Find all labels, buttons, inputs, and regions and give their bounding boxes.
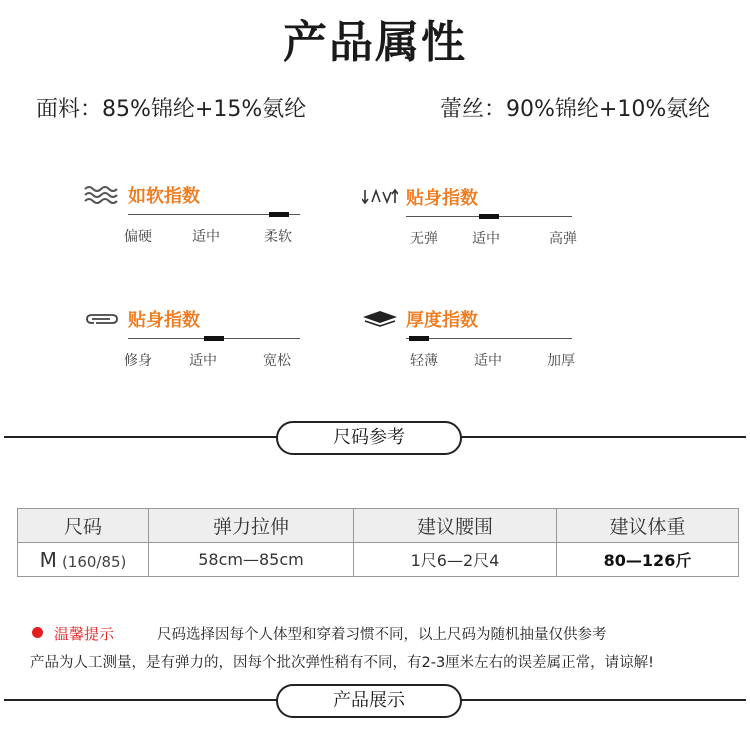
tip-line-2: 产品为人工测量，是有弹力的，因每个批次弹性稍有不同，有2-3厘米左右的误差属正常，请谅解! (30, 655, 654, 671)
size-table (17, 508, 739, 577)
tip-dot-icon (32, 627, 43, 638)
stretch-cell: 58cm—85cm (149, 543, 354, 577)
table-row (18, 543, 739, 577)
scale-low: 修身 (124, 353, 152, 369)
stretch-arrows-icon (362, 186, 398, 208)
lace-composition: 蕾丝：90%锦纶+10%氨纶 (440, 97, 711, 122)
scale-high: 宽松 (263, 353, 291, 369)
table-header-row (18, 509, 739, 543)
layers-icon (362, 308, 398, 330)
index-label: 如软指数 (128, 186, 200, 207)
scale-mid: 适中 (192, 229, 220, 245)
scale-high: 高弹 (549, 231, 577, 247)
scale-mid: 适中 (474, 353, 502, 369)
index-label: 厚度指数 (406, 310, 478, 331)
index-marker (204, 336, 224, 341)
tip-line-1: 尺码选择因每个人体型和穿着习惯不同，以上尺码为随机抽量仅供参考 (157, 627, 607, 643)
softness-index (84, 184, 344, 264)
tip-label: 温馨提示 (54, 625, 115, 643)
fit-index (84, 308, 344, 388)
index-label: 贴身指数 (406, 188, 478, 209)
scale-mid: 适中 (472, 231, 500, 247)
index-track (406, 338, 572, 339)
size-detail: (160/85) (61, 552, 127, 571)
scale-low: 无弹 (410, 231, 438, 247)
size-value: M (39, 547, 57, 572)
scale-low: 偏硬 (124, 229, 152, 245)
stretch-index (362, 186, 622, 266)
page-title: 产品属性 (283, 17, 467, 68)
column-header: 弹力拉伸 (149, 509, 354, 543)
size-section-heading: 尺码参考 (276, 421, 462, 455)
display-section-heading: 产品展示 (276, 684, 462, 718)
column-header: 建议腰围 (354, 509, 557, 543)
paperclip-icon (84, 308, 120, 330)
column-header: 尺码 (18, 509, 149, 543)
scale-mid: 适中 (189, 353, 217, 369)
weight-cell: 80—126斤 (557, 543, 739, 577)
size-cell (18, 543, 149, 577)
fabric-composition: 面料：85%锦纶+15%氨纶 (36, 97, 307, 122)
column-header: 建议体重 (557, 509, 739, 543)
index-marker (479, 214, 499, 219)
index-track (128, 214, 300, 215)
index-marker (409, 336, 429, 341)
index-marker (269, 212, 289, 217)
index-track (128, 338, 300, 339)
scale-high: 柔软 (264, 229, 292, 245)
index-label: 贴身指数 (128, 310, 200, 331)
scale-high: 加厚 (547, 353, 575, 369)
index-track (406, 216, 572, 217)
scale-low: 轻薄 (410, 353, 438, 369)
wave-icon (84, 184, 120, 206)
waist-cell: 1尺6—2尺4 (354, 543, 557, 577)
thickness-index (362, 308, 622, 388)
